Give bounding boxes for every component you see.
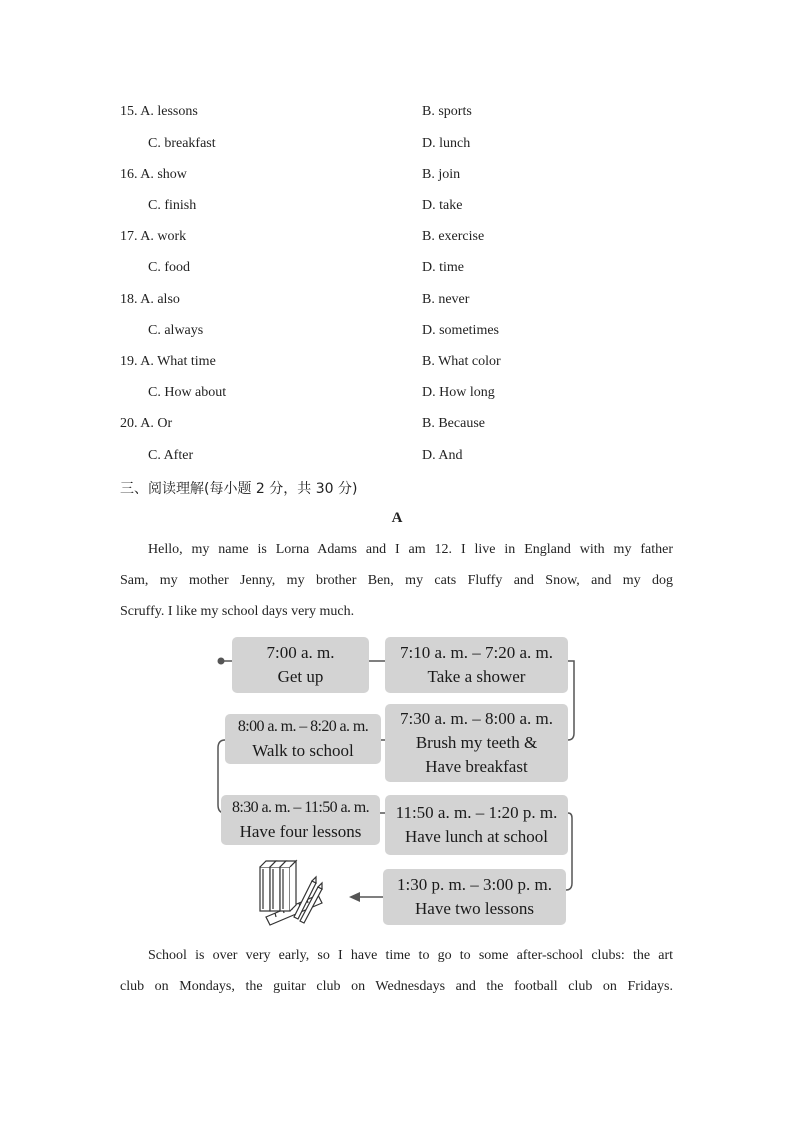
- schedule-step-get-up: [232, 637, 369, 693]
- option-a: 17. A. work: [120, 229, 187, 244]
- option-b: B. exercise: [422, 229, 485, 244]
- option-c: C. always: [148, 323, 204, 338]
- schedule-step-shower: [385, 637, 568, 693]
- option-b: B. Because: [422, 416, 485, 431]
- option-b: B. never: [422, 292, 470, 307]
- schedule-step-lessons-morning: [221, 795, 380, 845]
- intro-line: Sam, my mother Jenny, my brother Ben, my cats Fluffy and Snow, and my dog: [120, 573, 673, 588]
- arrow-head: [349, 892, 360, 902]
- step-time: 11:50 a. m. – 1:20 p. m.: [395, 803, 558, 822]
- option-a: 18. A. also: [120, 292, 180, 307]
- schedule-step-breakfast: [385, 704, 568, 782]
- option-b: B. What color: [422, 354, 501, 369]
- option-d: D. sometimes: [422, 323, 499, 338]
- start-dot: [218, 658, 225, 665]
- section-heading: 三、阅读理解(每小题 2 分，共 30 分): [120, 481, 358, 497]
- step-activity: Have breakfast: [425, 757, 528, 776]
- option-c: C. How about: [148, 385, 227, 400]
- step-activity: Have lunch at school: [404, 827, 549, 846]
- option-d: D. And: [422, 448, 463, 463]
- option-c: C. After: [148, 448, 194, 463]
- step-activity: Have four lessons: [239, 822, 362, 841]
- step-activity: Walk to school: [252, 741, 354, 760]
- option-a: 20. A. Or: [120, 416, 173, 431]
- step-activity: Have two lessons: [415, 899, 534, 918]
- step-activity: Brush my teeth &: [415, 733, 538, 752]
- option-b: B. sports: [422, 104, 472, 119]
- option-d: D. How long: [422, 385, 495, 400]
- step-activity: Get up: [277, 667, 324, 686]
- passage-title: A: [391, 510, 403, 526]
- step-time: 1:30 p. m. – 3:00 p. m.: [397, 875, 552, 894]
- option-c: C. food: [148, 260, 190, 275]
- books-and-pencils-icon: [248, 855, 328, 931]
- option-a: 15. A. lessons: [120, 104, 198, 119]
- schedule-step-walk: [225, 714, 381, 764]
- option-b: B. join: [422, 167, 461, 182]
- option-c: C. finish: [148, 198, 197, 213]
- step-time: 7:00 a. m.: [266, 643, 335, 662]
- schedule-step-lessons-afternoon: [383, 869, 566, 925]
- outro-line: School is over very early, so I have time to go to some after-school clubs: the art: [148, 948, 673, 963]
- step-time: 7:10 a. m. – 7:20 a. m.: [400, 643, 553, 662]
- option-a: 19. A. What time: [120, 354, 216, 369]
- outro-line: club on Mondays, the guitar club on Wednesdays and the football club on Fridays.: [120, 979, 673, 994]
- step-time: 8:00 a. m. – 8:20 a. m.: [237, 718, 369, 735]
- option-c: C. breakfast: [148, 136, 216, 151]
- intro-line: Hello, my name is Lorna Adams and I am 12. I live in England with my father: [148, 542, 673, 557]
- step-activity: Take a shower: [427, 667, 526, 686]
- option-d: D. lunch: [422, 136, 471, 151]
- option-a: 16. A. show: [120, 167, 187, 182]
- option-d: D. time: [422, 260, 464, 275]
- step-time: 7:30 a. m. – 8:00 a. m.: [400, 709, 553, 728]
- option-d: D. take: [422, 198, 463, 213]
- step-time: 8:30 a. m. – 11:50 a. m.: [232, 799, 369, 816]
- schedule-step-lunch: [385, 795, 568, 855]
- intro-line: Scruffy. I like my school days very much.: [120, 604, 355, 619]
